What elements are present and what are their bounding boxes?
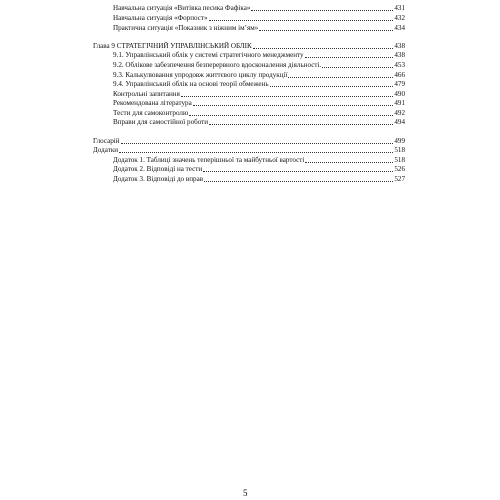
toc-entry-label: 9.4. Управлінський облік на основі теорії обмежень xyxy=(113,80,269,88)
toc-entry-label: Глосарій xyxy=(93,137,120,145)
toc-entry-page: 526 xyxy=(394,165,405,173)
toc-entry-page: 527 xyxy=(394,175,405,183)
toc-entry xyxy=(113,50,405,60)
toc-leader-dots xyxy=(253,48,394,49)
toc-entry xyxy=(113,60,405,70)
toc-entry-label: Рекомендована література xyxy=(113,99,192,107)
toc-entry-label: Навчальна ситуація «Витівка песика Фафіка» xyxy=(113,4,251,12)
toc-leader-dots xyxy=(270,86,394,87)
toc-entry-page: 499 xyxy=(394,137,405,145)
toc-entry-label: Тести для самоконтролю xyxy=(113,109,189,117)
toc-entry xyxy=(113,13,405,23)
toc-leader-dots xyxy=(181,96,393,97)
toc-entry-page: 518 xyxy=(394,156,405,164)
toc-entry-page: 453 xyxy=(394,61,405,69)
toc-entry xyxy=(113,164,405,174)
toc-entry-page: 431 xyxy=(394,4,405,12)
toc-entry-label: Додаток 2. Відповіді на тести xyxy=(113,165,203,173)
toc-leader-dots xyxy=(121,143,394,144)
toc-entry-page: 438 xyxy=(394,51,405,59)
toc-entry-page: 432 xyxy=(394,14,405,22)
toc-entry-page: 434 xyxy=(394,24,405,32)
toc-entry-label: Навчальна ситуація «Форпост» xyxy=(113,14,208,22)
toc-entry-label: Додатки xyxy=(93,146,119,154)
toc-leader-dots xyxy=(305,57,394,58)
toc-leader-dots xyxy=(322,67,393,68)
toc-leader-dots xyxy=(203,171,393,172)
toc-entry-page: 492 xyxy=(394,109,405,117)
toc-entry-label: Додаток 1. Таблиці значень теперішньої та майбутньої вартості xyxy=(113,156,305,164)
toc-entry-page: 494 xyxy=(394,118,405,126)
toc-leader-dots xyxy=(259,30,393,31)
toc-leader-dots xyxy=(193,105,394,106)
toc-leader-dots xyxy=(119,152,393,153)
toc-leader-dots xyxy=(288,77,393,78)
toc-entry xyxy=(113,3,405,13)
toc-entry-page: 438 xyxy=(394,42,405,50)
toc-entry xyxy=(113,174,405,184)
page-number: 5 xyxy=(243,488,248,498)
toc-leader-dots xyxy=(305,162,393,163)
toc-entry xyxy=(113,117,405,127)
toc-entry xyxy=(113,23,405,33)
toc-entry-label: 9.2. Облікове забезпечення безперервного вдосконалення діяльності. xyxy=(113,61,322,69)
toc-entry-label: Додаток 3. Відповіді до вправ xyxy=(113,175,204,183)
toc-entry-label: Вправи для самостійної роботи xyxy=(113,118,209,126)
toc-leader-dots xyxy=(251,10,393,11)
toc-leader-dots xyxy=(204,181,393,182)
toc-entry-page: 466 xyxy=(394,71,405,79)
toc-entry xyxy=(113,79,405,89)
toc-entry-label: Контрольні запитання xyxy=(113,90,180,98)
toc-leader-dots xyxy=(209,20,394,21)
toc-leader-dots xyxy=(189,115,393,116)
toc-entry-label: 9.3. Калькулювання упродовж життєвого циклу продукції xyxy=(113,71,288,79)
toc-entry-page: 490 xyxy=(394,90,405,98)
toc-entry-label: Глава 9 СТРАТЕГІЧНИЙ УПРАВЛІНСЬКИЙ ОБЛІК xyxy=(93,42,252,50)
toc-entry-page: 491 xyxy=(394,99,405,107)
toc-entry xyxy=(113,98,405,108)
toc-entry-page: 479 xyxy=(394,80,405,88)
toc-entry-page: 518 xyxy=(394,146,405,154)
toc-entry-label: 9.1. Управлінський облік у системі стратегічного менеджменту xyxy=(113,51,304,59)
toc-leader-dots xyxy=(209,124,393,125)
toc-section-entry xyxy=(93,145,405,155)
toc-entry-label: Практична ситуація «Показник з ніжним ім’ям» xyxy=(113,24,259,32)
